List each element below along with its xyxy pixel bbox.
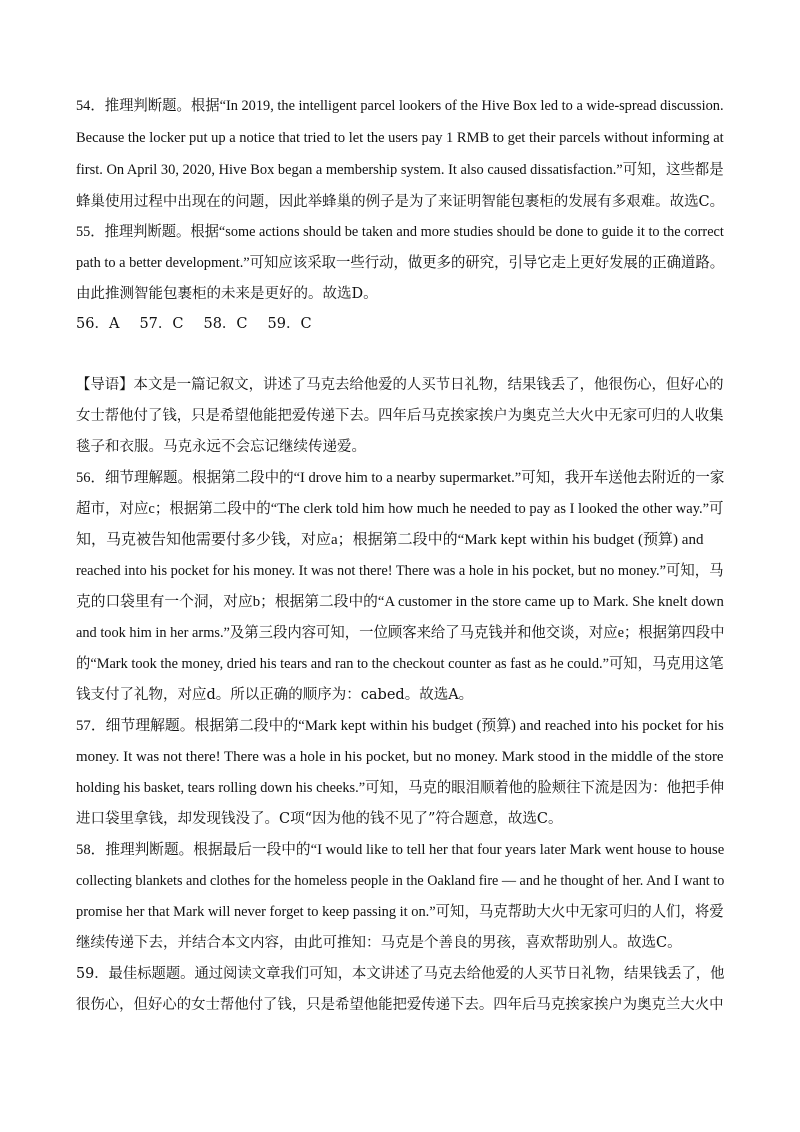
text-line: 57．细节理解题。根据第二段中的“Mark kept within his budget (预算) and reached into his pocket for his [76, 718, 724, 734]
answer-58: 58．C [203, 316, 248, 332]
text-line: path to a better development.”可知应该采取一些行动，做更多的研究，引导它走上更好发展的正确道路。 [76, 255, 725, 271]
answer-57: 57．C [139, 316, 184, 332]
text-line: 55．推理判断题。根据“some actions should be taken and more studies should be done to guide it to the correct [76, 224, 724, 240]
text-line: 钱支付了礼物，对应d。所以正确的顺序为：cabed。故选A。 [76, 687, 474, 703]
text-line: 知，马克被告知他需要付多少钱，对应a；根据第二段中的“Mark kept within his budget (预算) and [76, 532, 704, 548]
text-line: promise her that Mark will never forget to keep passing it on.”可知，马克帮助大火中无家可归的人们，将爱 [76, 904, 724, 920]
text-line: 很伤心，但好心的女士帮他付了钱，只是希望他能把爱传递下去。四年后马克挨家挨户为奥克兰大火中 [76, 997, 724, 1013]
intro-line: 女士帮他付了钱，只是希望他能把爱传递下去。四年后马克挨家挨户为奥克兰大火中无家可归的人收集 [76, 408, 724, 424]
text-line: 继续传递下去，并结合本文内容，由此可推知：马克是个善良的男孩，喜欢帮助别人。故选C。 [76, 935, 682, 951]
answer-key [76, 314, 332, 334]
text-line: holding his basket, tears rolling down his cheeks.”可知，马克的眼泪顺着他的脸颊往下流是因为：他把手伸 [76, 780, 725, 796]
text-line: money. It was not there! There was a hole in his pocket, but no money. Mark stood in the middle of the store [76, 749, 724, 765]
intro-line: 【导语】本文是一篇记叙文，讲述了马克去给他爱的人买节日礼物，结果钱丢了，他很伤心，但好心的 [76, 377, 724, 393]
text-line: 超市，对应c；根据第二段中的“The clerk told him how much he needed to pay as I looked the other way.”可 [76, 501, 724, 517]
text-line: first. On April 30, 2020, Hive Box began a membership system. It also caused dissatisfaction.”可知，这些都是 [76, 162, 724, 178]
text-line: 56．细节理解题。根据第二段中的“I drove him to a nearby supermarket.”可知，我开车送他去附近的一家 [76, 470, 725, 486]
text-line: 59．最佳标题题。通过阅读文章我们可知，本文讲述了马克去给他爱的人买节日礼物，结果钱丢了，他 [76, 966, 725, 982]
text-line: 的“Mark took the money, dried his tears and ran to the checkout counter as fast as he could.”可知，马克用这笔 [76, 656, 724, 672]
text-line: Because the locker put up a notice that tried to let the users pay 1 RMB to get their parcels without informing at [76, 130, 724, 146]
intro-line: 毯子和衣服。马克永远不会忘记继续传递爱。 [76, 439, 366, 455]
text-line: 54．推理判断题。根据“In 2019, the intelligent parcel lookers of the Hive Box led to a wide-spread discussion. [76, 98, 724, 114]
answer-59: 59．C [267, 316, 312, 332]
text-line: 由此推测智能包裹柜的未来是更好的。故选D。 [76, 286, 378, 302]
text-line: 58．推理判断题。根据最后一段中的“I would like to tell her that four years later Mark went house to house [76, 842, 725, 858]
text-line: reached into his pocket for his money. It was not there! There was a hole in his pocket, but no money.”可知，马 [76, 563, 724, 579]
text-line: and took him in her arms.”及第三段内容可知，一位顾客来给了马克钱并和他交谈，对应e；根据第四段中 [76, 625, 725, 641]
text-line: 克的口袋里有一个洞，对应b；根据第二段中的“A customer in the store came up to Mark. She knelt down [76, 594, 724, 610]
text-line: collecting blankets and clothes for the homeless people in the Oakland fire — and he thought of her. And I want to [76, 873, 725, 889]
text-line: 进口袋里拿钱，却发现钱没了。C项“因为他的钱不见了”符合题意，故选C。 [76, 811, 563, 827]
text-line: 蜂巢使用过程中出现在的问题，因此举蜂巢的例子是为了来证明智能包裹柜的发展有多艰难。故选C。 [76, 194, 725, 210]
answer-56: 56．A [76, 316, 120, 332]
